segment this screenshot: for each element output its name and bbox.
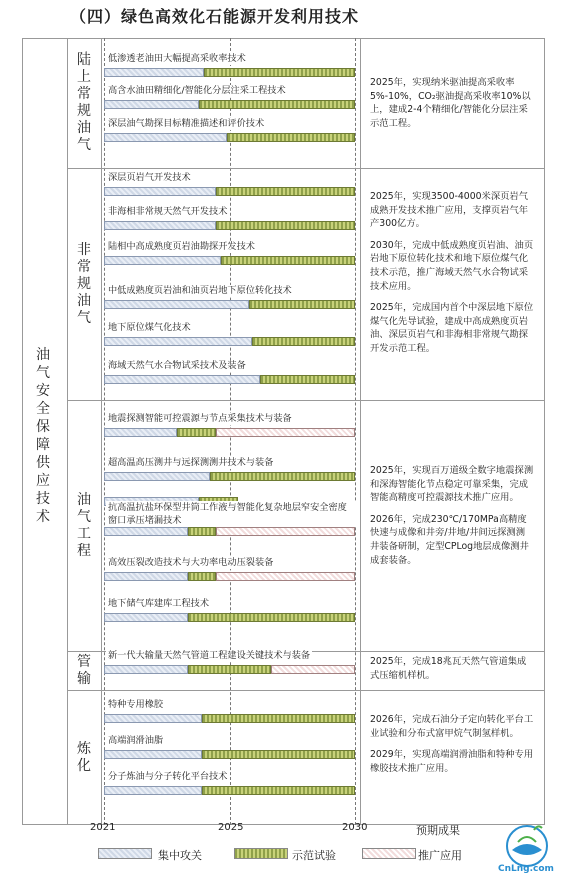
- outcome-block: [370, 190, 534, 364]
- bar-demo: [202, 714, 355, 723]
- item-label: 高效压裂改造技术与大功率电动压裂装备: [108, 557, 274, 568]
- item-label: 特种专用橡胶: [108, 699, 164, 710]
- bar-focus: [104, 472, 210, 481]
- group-divider: [67, 168, 545, 169]
- item-label: 地下储气库建库工程技术: [108, 598, 210, 609]
- outcome-text: 2025年，完成18兆瓦天然气管道集成式压缩机样机。: [370, 656, 527, 681]
- outcome-text: 2025年，实现纳米驱油提高采收率5%-10%，CO₂驱油提高采收率10%以上，建成2-4个精细化/智能化分层注采示范工程。: [370, 77, 531, 129]
- legend-demo-swatch: [234, 848, 288, 859]
- legend-demo-label: 示范试验: [292, 849, 336, 862]
- group-name: 陆上常规油气: [77, 52, 91, 153]
- item-label: 抗高温抗盐环保型井筒工作液与智能化复杂地层窄安全密度窗口承压堵漏技术: [106, 501, 356, 527]
- outcome-block: [370, 464, 534, 575]
- group-name: 炼化: [77, 740, 91, 774]
- legend-promo-label: 推广应用: [418, 849, 462, 862]
- bar-focus: [104, 221, 216, 230]
- item-label: 地震探测智能可控震源与节点采集技术与装备: [108, 413, 292, 424]
- bar-demo: [199, 100, 355, 109]
- outcome-text: 2026年，完成石油分子定向转化平台工业试验和分布式富甲烷气制氢样机。: [370, 714, 534, 739]
- column-divider: [360, 38, 361, 825]
- bar-demo: [188, 613, 355, 622]
- item-label: 分子炼油与分子转化平台技术: [108, 771, 228, 782]
- bar-focus: [104, 300, 249, 309]
- item-label: 深层页岩气开发技术: [108, 172, 191, 183]
- item-label: 海域天然气水合物试采技术及装备: [108, 360, 246, 371]
- legend-focus-swatch: [98, 848, 152, 859]
- bar-demo: [210, 472, 355, 481]
- bar-focus: [104, 100, 199, 109]
- bar-demo: [188, 665, 272, 674]
- bar-focus: [104, 375, 260, 384]
- bar-demo: [204, 68, 355, 77]
- outcome-block: [370, 713, 534, 783]
- bar-demo: [202, 786, 355, 795]
- bar-demo: [216, 187, 355, 196]
- bar-focus: [104, 133, 227, 142]
- bar-focus: [104, 750, 202, 759]
- item-label: 高端润滑油脂: [108, 735, 164, 746]
- legend-focus-label: 集中攻关: [158, 849, 202, 862]
- bar-focus: [104, 68, 204, 77]
- outcome-block: [370, 76, 534, 138]
- item-label: 地下原位煤气化技术: [108, 322, 191, 333]
- watermark-text: CnLng.com: [498, 864, 554, 874]
- outcome-text: 2026年，完成230℃/170MPa高精度快速与成像和井旁/井地/井间远探测测井装备研制，定型CPLog地层成像测井成套装备。: [370, 513, 529, 566]
- item-label: 低渗透老油田大幅提高采收率技术: [108, 53, 246, 64]
- bar-focus: [104, 665, 188, 674]
- outcome-column-header: 预期成果: [416, 824, 460, 837]
- bar-focus: [104, 337, 252, 346]
- bar-demo: [249, 300, 355, 309]
- bar-focus: [104, 613, 188, 622]
- axis-tick-2021: 2021: [90, 822, 116, 833]
- bar-focus: [104, 428, 177, 437]
- group-name: 管输: [77, 653, 91, 687]
- bar-focus: [104, 572, 188, 581]
- year-line-2030: [355, 38, 356, 825]
- bar-demo: [188, 527, 216, 536]
- bar-demo: [252, 337, 355, 346]
- bar-demo: [177, 428, 216, 437]
- bar-demo: [216, 221, 355, 230]
- bar-promo: [271, 665, 355, 674]
- outcome-text: 2025年，完成国内首个中深层地下原位煤气化先导试验，建成中高成熟度页岩油、深层页岩气和非海相非常规气勘探开发示范工程。: [370, 302, 534, 354]
- column-divider: [101, 38, 102, 825]
- bar-demo: [221, 256, 355, 265]
- group-divider: [67, 400, 545, 401]
- item-label: 中低成熟度页岩油和油页岩地下原位转化技术: [108, 285, 292, 296]
- bar-promo: [216, 527, 355, 536]
- bar-demo: [202, 750, 355, 759]
- bar-demo: [227, 133, 355, 142]
- group-name: 非常规油气: [77, 241, 91, 326]
- outcome-text: 2029年，实现高端润滑油脂和特种专用橡胶技术推广应用。: [370, 749, 534, 774]
- outcome-text: 2030年，完成中低成熟度页岩油、油页岩地下原位转化技术和地下原位煤气化技术示范，推广海域天然气水合物试采技术应用。: [370, 239, 534, 292]
- bar-focus: [104, 256, 221, 265]
- item-label: 深层油气勘探目标精准描述和评价技术: [108, 118, 265, 129]
- outcome-text: 2025年，实现3500-4000米深页岩气成熟开发技术推广应用，支撑页岩气年产300亿方。: [370, 191, 529, 230]
- outcome-text: 2025年，实现百万道级全数字地震探测和深海智能化节点稳定可靠采集，完成智能高精度可控震源技术推广应用。: [370, 465, 534, 504]
- item-label: 超高温高压测井与远探测测井技术与装备: [108, 457, 274, 468]
- axis-tick-2025: 2025: [218, 822, 244, 833]
- group-name: 油气工程: [77, 491, 91, 559]
- bar-promo: [216, 428, 355, 437]
- item-label: 新一代大输量天然气管道工程建设关键技术与装备: [108, 650, 311, 661]
- item-label: 非海相非常规天然气开发技术: [108, 206, 228, 217]
- axis-tick-2030: 2030: [342, 822, 368, 833]
- bar-focus: [104, 527, 188, 536]
- bar-focus: [104, 786, 202, 795]
- item-label: 陆相中高成熟度页岩油勘探开发技术: [108, 241, 255, 252]
- bar-promo: [216, 572, 355, 581]
- legend-promo-swatch: [362, 848, 416, 859]
- column-divider: [67, 38, 68, 825]
- main-category-label: 油气安全保障供应技术: [36, 347, 50, 525]
- bar-demo: [260, 375, 355, 384]
- bar-focus: [104, 187, 216, 196]
- outcome-block: [370, 655, 534, 690]
- item-label: 高含水油田精细化/智能化分层注采工程技术: [108, 85, 286, 96]
- page-title: （四）绿色高效化石能源开发利用技术: [70, 7, 360, 26]
- group-divider: [67, 690, 545, 691]
- bar-focus: [104, 714, 202, 723]
- watermark-logo: [496, 820, 558, 876]
- bar-demo: [188, 572, 216, 581]
